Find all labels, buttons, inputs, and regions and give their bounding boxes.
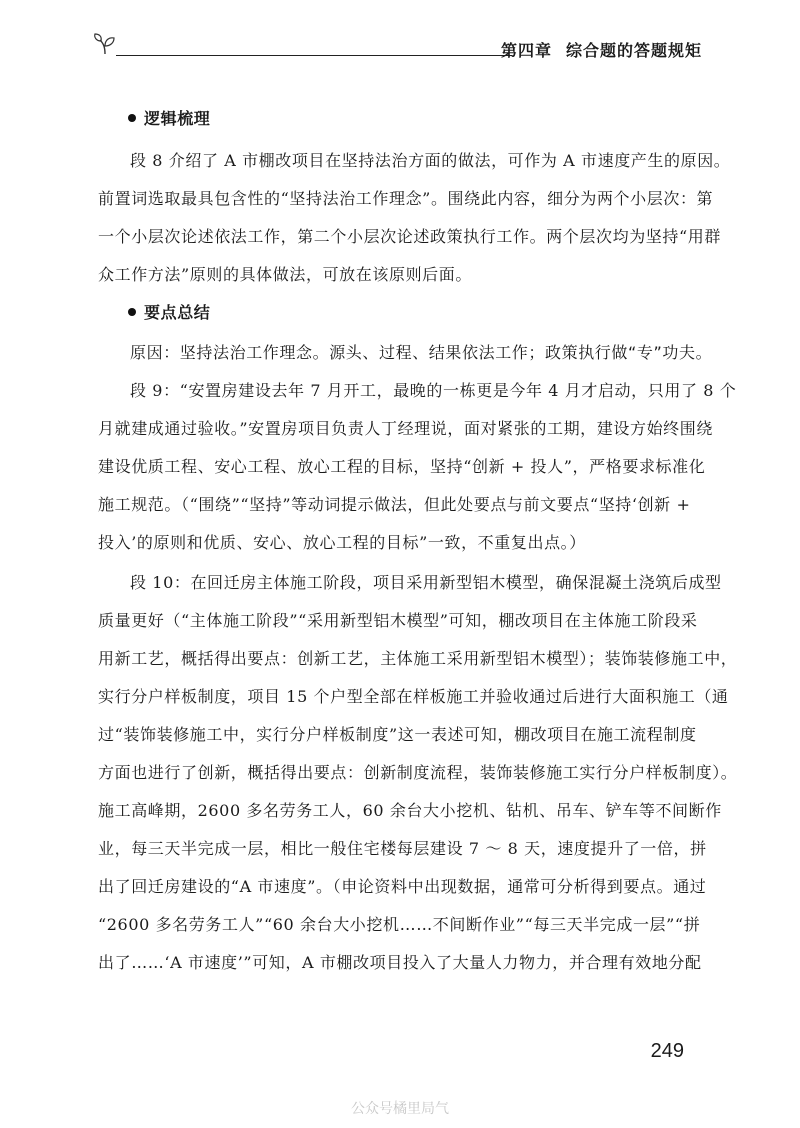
chapter-name: 综合题的答题规矩 [565, 41, 702, 60]
paragraph-line: 众工作方法”原则的具体做法，可放在该原则后面。 [98, 265, 472, 284]
paragraph-line: 业，每三天半完成一层，相比一般住宅楼每层建设 7 ～ 8 天，速度提升了一倍，拼 [98, 839, 707, 858]
paragraph-line: 段 8 介绍了 A 市棚改项目在坚持法治方面的做法，可作为 A 市速度产生的原因。 [130, 151, 731, 170]
paragraph-line: 一个小层次论述依法工作，第二个小层次论述政策执行工作。两个层次均为坚持“用群 [98, 227, 721, 246]
section-heading-logic: 逻辑梳理 [128, 108, 732, 130]
paragraph-line: 建设优质工程、安心工程、放心工程的目标，坚持“创新 + 投人”，严格要求标准化 [98, 457, 706, 476]
paragraph-line: 过“装饰装修施工中，实行分户样板制度”这一表述可知，棚改项目在施工流程制度 [98, 725, 697, 744]
header-rule [116, 55, 512, 56]
paragraph-line: 月就建成通过验收。”安置房项目负责人丁经理说，面对紧张的工期，建设方始终围绕 [98, 419, 713, 438]
paragraph-line: 施工高峰期，2600 多名劳务工人，60 余台大小挖机、钻机、吊车、铲车等不间断作 [98, 801, 722, 820]
paragraph-line: 段 10：在回迁房主体施工阶段，项目采用新型铝木模型，确保混凝土浇筑后成型 [130, 573, 722, 592]
summary-line: 原因：坚持法治工作理念。源头、过程、结果依法工作；政策执行做“专”功夫。 [130, 343, 713, 362]
paragraph-line: “2600 多名劳务工人”“60 余台大小挖机……不间断作业”“每三天半完成一层”“拼 [98, 915, 701, 934]
bullet-icon [128, 114, 136, 122]
paragraph-line: 施工规范。（“围绕”“坚持”等动词提示做法，但此处要点与前文要点“坚持‘创新 + [98, 495, 691, 514]
watermark: 公众号橘里局气 [351, 1101, 449, 1117]
running-header [92, 28, 702, 64]
paragraph-line: 前置词选取最具包含性的“坚持法治工作理念”。围绕此内容，细分为两个小层次：第 [98, 189, 714, 208]
paragraph-line: 质量更好（“主体施工阶段”“采用新型铝木模型”可知，棚改项目在主体施工阶段采 [98, 611, 698, 630]
paragraph-line: 出了回迁房建设的“A 市速度”。（申论资料中出现数据，通常可分析得到要点。通过 [98, 877, 707, 896]
section-heading-summary: 要点总结 [128, 302, 732, 324]
paragraph-line: 实行分户样板制度，项目 15 个户型全部在样板施工并验收通过后进行大面积施工（通 [98, 687, 729, 706]
paragraph-line: 出了……‘A 市速度’”可知，A 市棚改项目投入了大量人力物力，并合理有效地分配 [98, 953, 702, 972]
sprout-icon [92, 30, 118, 56]
paragraph-line: 投入’的原则和优质、安心、放心工程的目标”一致，不重复出点。） [98, 533, 586, 552]
paragraph-line: 用新工艺，概括得出要点：创新工艺，主体施工采用新型铝木模型）；装饰装修施工中， [98, 649, 738, 668]
chapter-title [501, 38, 702, 61]
page-number: 249 [650, 1040, 684, 1062]
paragraph-line: 段 9：“安置房建设去年 7 月开工，最晚的一栋更是今年 4 月才启动，只用了 8 个 [130, 381, 737, 400]
paragraph-line: 方面也进行了创新，概括得出要点：创新制度流程，装饰装修施工实行分户样板制度）。 [98, 763, 738, 782]
bullet-icon [128, 308, 136, 316]
chapter-number: 第四章 [500, 41, 552, 60]
